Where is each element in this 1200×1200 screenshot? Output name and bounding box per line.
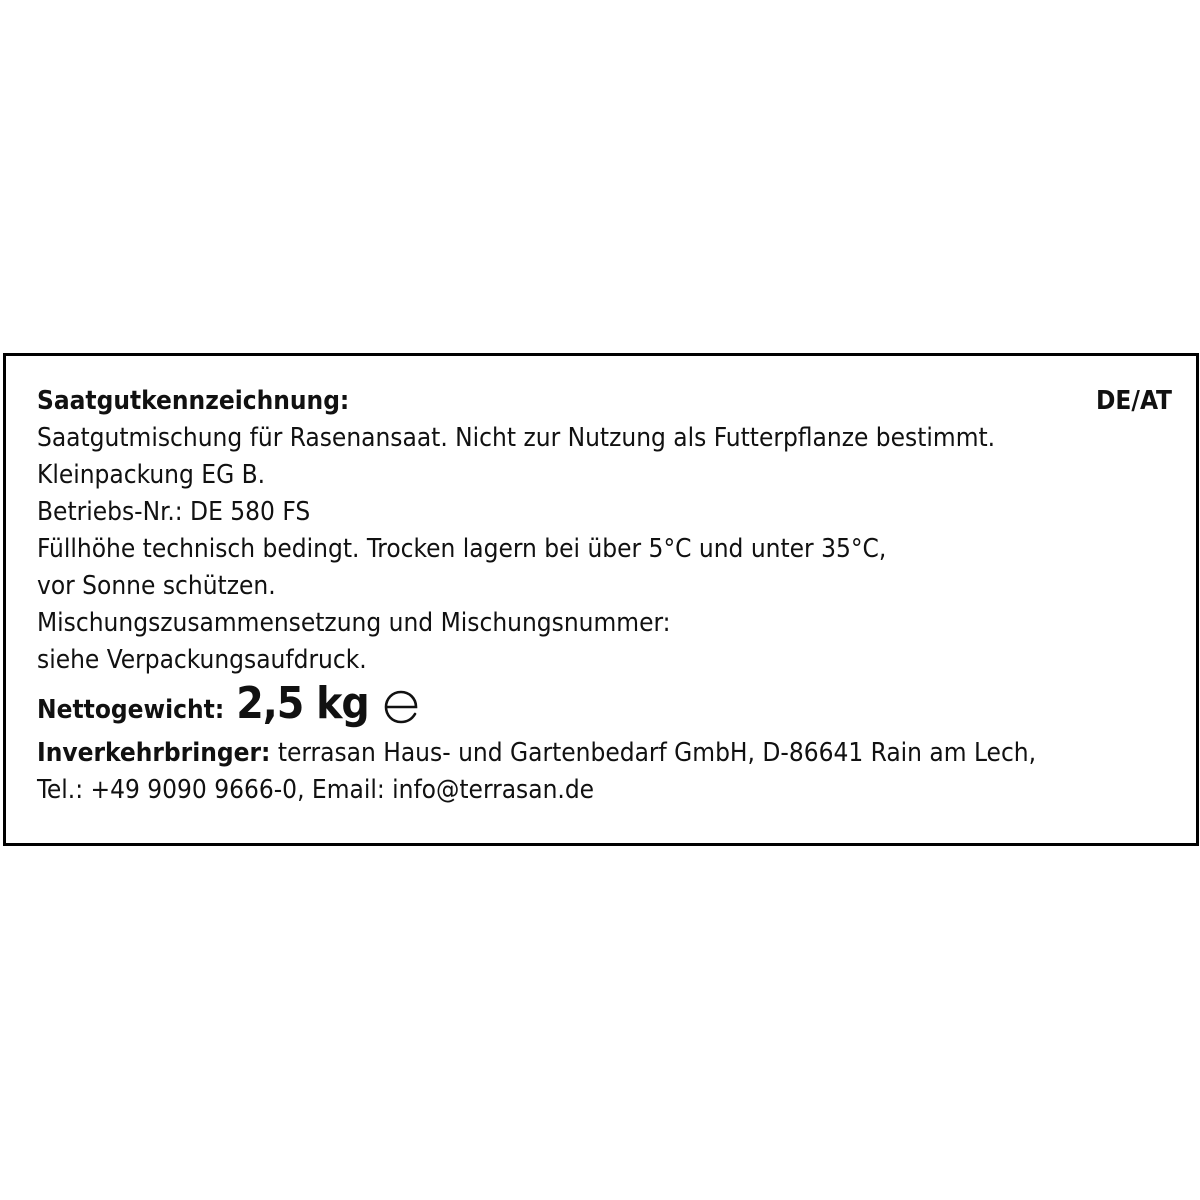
label-header: [37, 383, 1172, 420]
seed-label-box: [3, 353, 1199, 846]
label-line-storage-cont: vor Sonne schützen.: [37, 571, 276, 601]
label-line-usage: Saatgutmischung für Rasenansaat. Nicht zur Nutzung als Futterpflanze bestimmt.: [37, 423, 996, 453]
label-line-package: Kleinpackung EG B.: [37, 460, 266, 490]
label-line-composition-cont: siehe Verpackungsaufdruck.: [37, 645, 367, 675]
distributor-contact: Tel.: +49 9090 9666-0, Email: info@terrasan.de: [37, 775, 595, 805]
net-weight-row: [37, 678, 1172, 733]
estimated-sign-icon: [383, 690, 419, 724]
label-line-company-number: Betriebs-Nr.: DE 580 FS: [37, 497, 311, 527]
net-weight-value: 2,5 kg: [236, 678, 369, 729]
country-code: DE/AT: [1096, 386, 1172, 416]
label-line-storage: Füllhöhe technisch bedingt. Trocken lagern bei über 5°C und unter 35°C,: [37, 534, 887, 564]
label-line-composition: Mischungszusammensetzung und Mischungsnummer:: [37, 608, 671, 638]
label-heading: Saatgutkennzeichnung:: [37, 386, 350, 416]
label-content: [37, 383, 1172, 809]
distributor-line: [37, 735, 1172, 772]
distributor-label: Inverkehrbringer:: [37, 738, 271, 768]
distributor-text: terrasan Haus- und Gartenbedarf GmbH, D-86641 Rain am Lech,: [270, 738, 1037, 768]
net-weight-label: Nettogewicht:: [37, 695, 225, 725]
